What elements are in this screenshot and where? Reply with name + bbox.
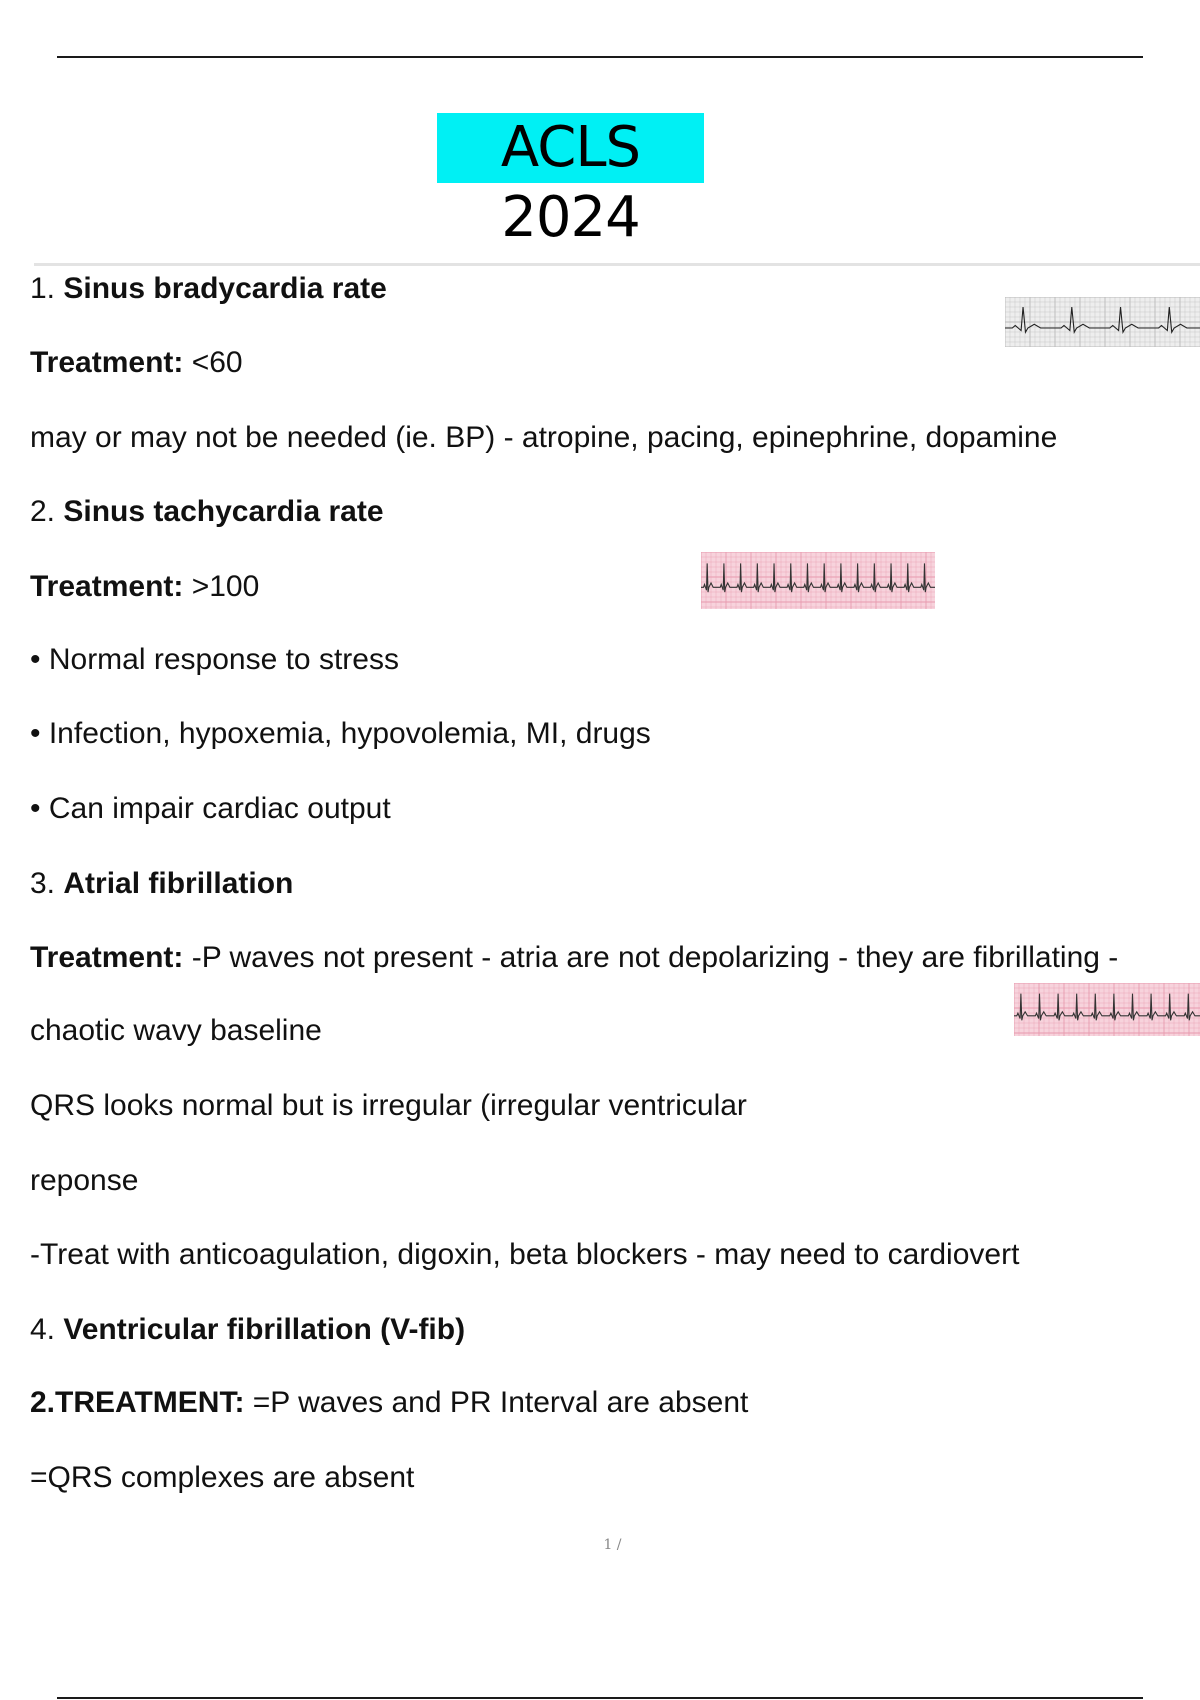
bottom-rule — [57, 1697, 1143, 1699]
treatment-text: -P waves not present - atria are not depolarizing - they are fibrillating - — [183, 941, 1119, 974]
heading-sinus-tachycardia — [30, 494, 384, 530]
treatment-line — [30, 345, 243, 381]
ecg-strip-graphic — [1005, 297, 1200, 347]
heading-ventricular-fibrillation — [30, 1312, 465, 1348]
page-number: 1 / — [603, 1537, 622, 1553]
item-number: 4. — [30, 1313, 56, 1346]
title-divider — [34, 263, 1200, 266]
body-text: chaotic wavy baseline — [30, 1014, 322, 1047]
item-number: 1. — [30, 272, 56, 305]
treatment-line — [30, 940, 1118, 976]
bullet-item: • Normal response to stress — [30, 643, 399, 676]
ecg-strip-sinus-bradycardia — [1005, 297, 1200, 347]
item-number: 2. — [30, 495, 56, 528]
heading-sinus-bradycardia — [30, 271, 387, 307]
body-text: may or may not be needed (ie. BP) - atropine, pacing, epinephrine, dopamine — [30, 421, 1058, 454]
bullet-item: • Can impair cardiac output — [30, 792, 391, 825]
heading-atrial-fibrillation — [30, 866, 293, 902]
ecg-strip-graphic — [701, 552, 935, 609]
item-heading: Atrial fibrillation — [63, 867, 294, 900]
item-heading: Sinus bradycardia rate — [63, 272, 387, 305]
bullet-item: • Infection, hypoxemia, hypovolemia, MI, drugs — [30, 717, 651, 750]
treatment-text: =P waves and PR Interval are absent — [244, 1386, 749, 1419]
body-text: -Treat with anticoagulation, digoxin, beta blockers - may need to cardiovert — [30, 1238, 1020, 1271]
treatment-text: >100 — [183, 570, 260, 603]
body-text: =QRS complexes are absent — [30, 1461, 415, 1494]
ecg-strip-sinus-tachycardia — [701, 552, 935, 609]
treatment-line — [30, 1385, 748, 1421]
treatment-line — [30, 569, 259, 605]
item-heading: Sinus tachycardia rate — [63, 495, 384, 528]
treatment-label: Treatment: — [30, 570, 184, 603]
item-number: 3. — [30, 867, 56, 900]
document-title: ACLS 2024 — [437, 113, 704, 183]
body-text: QRS looks normal but is irregular (irregular ventricular — [30, 1089, 747, 1122]
treatment-text: <60 — [183, 346, 243, 379]
ecg-strip-graphic — [1014, 983, 1200, 1036]
body-text: reponse — [30, 1164, 139, 1197]
treatment-label: Treatment: — [30, 941, 184, 974]
ecg-strip-atrial-fibrillation — [1014, 983, 1200, 1036]
treatment-label: 2.TREATMENT: — [30, 1386, 245, 1419]
item-heading: Ventricular fibrillation (V-fib) — [63, 1313, 466, 1346]
treatment-label: Treatment: — [30, 346, 184, 379]
top-rule — [57, 56, 1143, 58]
